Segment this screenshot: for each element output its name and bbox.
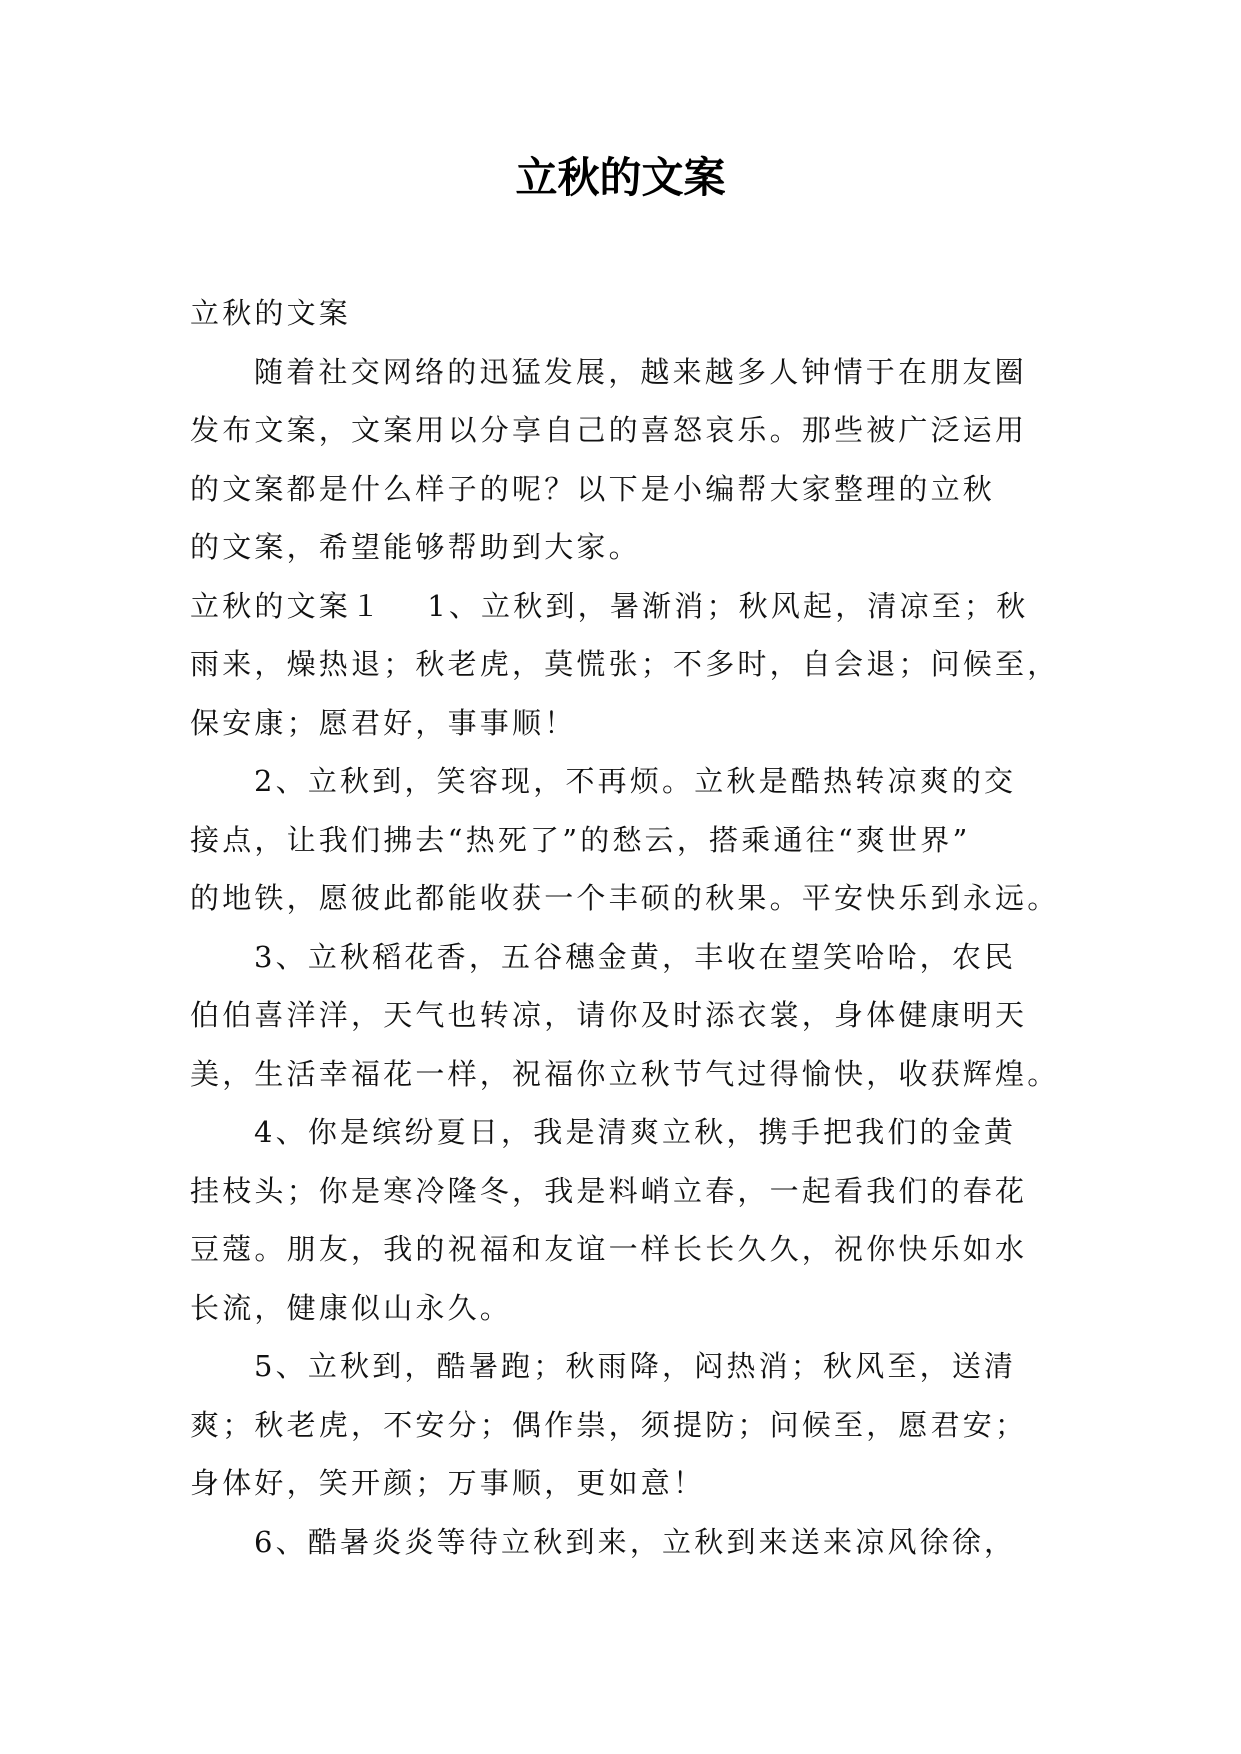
paragraph-line: 保安康；愿君好，事事顺！ xyxy=(190,705,577,740)
paragraph-line: 的地铁，愿彼此都能收获一个丰硕的秋果。平安快乐到永远。 xyxy=(190,881,1060,915)
paragraph-line: 4、你是缤纷夏日，我是清爽立秋，携手把我们的金黄 xyxy=(254,1115,1017,1149)
paragraph-line: 美，生活幸福花一样，祝福你立秋节气过得愉快，收获辉煌。 xyxy=(190,1056,1060,1091)
paragraph-line: 长流，健康似山永久。 xyxy=(190,1290,513,1325)
paragraph-line-with-heading xyxy=(190,577,1060,636)
paragraph-line: 随着社交网络的迅猛发展，越来越多人钟情于在朋友圈 xyxy=(254,354,1027,389)
document-title: 立秋的文案 xyxy=(515,153,726,202)
paragraph-line: 的文案，希望能够帮助到大家。 xyxy=(190,530,641,564)
paragraph-line: 2、立秋到，笑容现，不再烦。立秋是酷热转凉爽的交 xyxy=(254,764,1017,798)
paragraph-line: 挂枝头；你是寒冷隆冬，我是料峭立春，一起看我们的春花 xyxy=(190,1173,1028,1208)
paragraph-line: 6、酷暑炎炎等待立秋到来，立秋到来送来凉风徐徐， xyxy=(254,1524,1017,1559)
paragraph-line: 雨来，燥热退；秋老虎，莫慌张；不多时，自会退；问候至， xyxy=(190,647,1060,681)
paragraph-line: 身体好，笑开颜；万事顺，更如意！ xyxy=(190,1466,706,1500)
paragraph-line: 伯伯喜洋洋，天气也转凉，请你及时添衣裳，身体健康明天 xyxy=(190,998,1028,1032)
paragraph-line: 爽；秋老虎，不安分；偶作祟，须提防；问候至，愿君安； xyxy=(190,1407,1028,1442)
paragraph-line: 5、立秋到，酷暑跑；秋雨降，闷热消；秋风至，送清 xyxy=(254,1349,1017,1383)
paragraph-line: 豆蔻。朋友，我的祝福和友谊一样长长久久，祝你快乐如水 xyxy=(190,1232,1028,1266)
paragraph-line: 发布文案，文案用以分享自己的喜怒哀乐。那些被广泛运用 xyxy=(190,413,1028,447)
paragraph-line: 接点，让我们拂去“热死了”的愁云，搭乘通往“爽世界” xyxy=(190,822,971,857)
document-body xyxy=(190,284,1060,1571)
section-first-line: 1、立秋到，暑渐消；秋风起，清凉至；秋 xyxy=(427,588,1029,623)
paragraph-line: 立秋的文案 xyxy=(190,296,352,330)
section-heading: 立秋的文案１ xyxy=(190,588,384,623)
paragraph-line: 3、立秋稻花香，五谷穗金黄，丰收在望笑哈哈，农民 xyxy=(254,939,1017,974)
paragraph-line: 的文案都是什么样子的呢？以下是小编帮大家整理的立秋 xyxy=(190,471,996,506)
